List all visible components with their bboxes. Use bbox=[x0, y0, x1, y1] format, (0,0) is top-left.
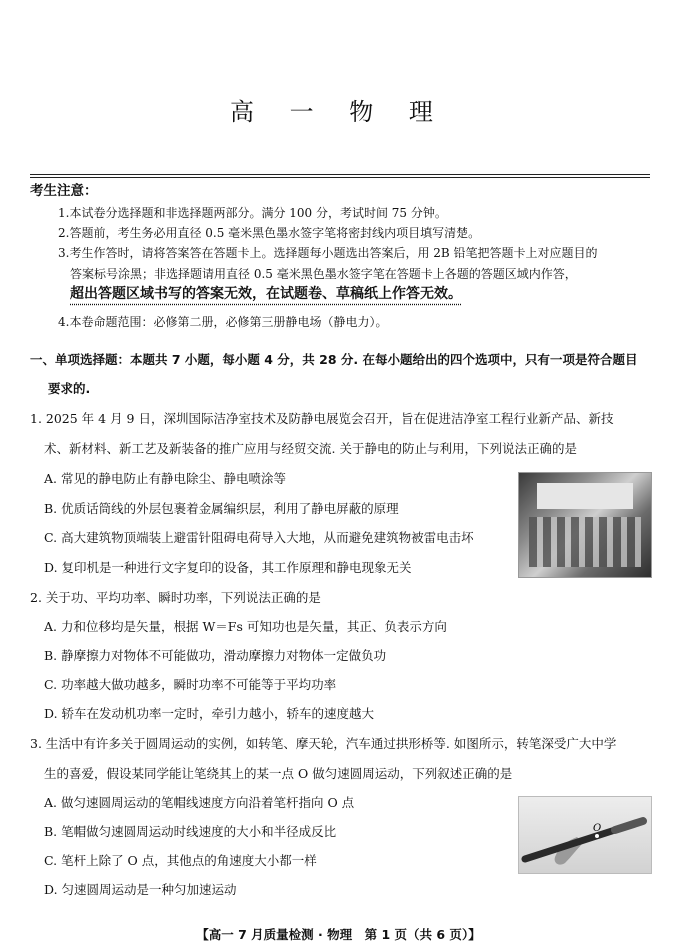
notice-warning: 超出答题区域书写的答案无效，在试题卷、草稿纸上作答无效。 bbox=[70, 286, 462, 302]
notice-item-3-cont: 答案标号涂黑；非选择题请用直径 0.5 毫米黑色墨水签字笔在答题卡上各题的答题区域内作答， bbox=[70, 267, 577, 281]
q2-option-d: D. 轿车在发动机功率一定时，牵引力越小，轿车的速度越大 bbox=[44, 706, 375, 721]
notice-item-2: 2.答题前，考生务必用直径 0.5 毫米黑色墨水签字笔将密封线内项目填写清楚。 bbox=[58, 226, 481, 240]
q1-stem-cont: 术、新材料、新工艺及新装备的推广应用与经贸交流. 关于静电的防止与利用，下列说法正确的是 bbox=[44, 441, 577, 456]
notice-item-3: 3.考生作答时，请将答案答在答题卡上。选择题每小题选出答案后，用 2B 铅笔把答题卡上对应题目的 bbox=[58, 246, 598, 260]
q2-option-b: B. 静摩擦力对物体不可能做功，滑动摩擦力对物体一定做负功 bbox=[44, 648, 387, 663]
q3-option-c: C. 笔杆上除了 O 点，其他点的角速度大小都一样 bbox=[44, 853, 317, 868]
q1-option-b: B. 优质话筒线的外层包裹着金属编织层，利用了静电屏蔽的原理 bbox=[44, 501, 399, 516]
pen-spinning-photo bbox=[518, 796, 652, 874]
q1-stem: 1. 2025 年 4 月 9 日，深圳国际洁净室技术及防静电展览会召开，旨在促进洁净室工程行业新产品、新技 bbox=[30, 411, 614, 426]
q3-stem-cont: 生的喜爱，假设某同学能让笔绕其上的某一点 O 做匀速圆周运动，下列叙述正确的是 bbox=[44, 766, 513, 781]
section-heading-cont: 要求的. bbox=[48, 381, 91, 396]
page-footer: 【高一 7 月质量检测 · 物理 第 1 页（共 6 页）】 bbox=[196, 927, 481, 942]
notice-heading: 考生注意： bbox=[30, 183, 98, 199]
page-title: 高 一 物 理 bbox=[230, 98, 447, 126]
exhibition-photo bbox=[518, 472, 652, 578]
pen-illustration bbox=[519, 797, 651, 873]
notice-item-1: 1.本试卷分选择题和非选择题两部分。满分 100 分，考试时间 75 分钟。 bbox=[58, 206, 447, 220]
header-divider-double bbox=[30, 177, 650, 178]
q2-option-a: A. 力和位移均是矢量，根据 W＝Fs 可知功也是矢量，其正、负表示方向 bbox=[44, 619, 447, 634]
section-heading: 一、单项选择题：本题共 7 小题，每小题 4 分，共 28 分. 在每小题给出的四个选项中，只有一项是符合题目 bbox=[30, 352, 638, 367]
q3-option-a: A. 做匀速圆周运动的笔帽线速度方向沿着笔杆指向 O 点 bbox=[44, 795, 355, 810]
q2-option-c: C. 功率越大做功越多，瞬时功率不可能等于平均功率 bbox=[44, 677, 337, 692]
exhibition-banner bbox=[537, 483, 633, 509]
q2-stem: 2. 关于功、平均功率、瞬时功率，下列说法正确的是 bbox=[30, 590, 321, 605]
q3-option-d: D. 匀速圆周运动是一种匀加速运动 bbox=[44, 882, 237, 897]
notice-item-4: 4.本卷命题范围：必修第二册，必修第三册静电场（静电力）。 bbox=[58, 315, 388, 329]
exhibition-booth bbox=[529, 517, 641, 567]
q1-option-a: A. 常见的静电防止有静电除尘、静电喷涂等 bbox=[44, 471, 286, 486]
q3-option-b: B. 笔帽做匀速圆周运动时线速度的大小和半径成反比 bbox=[44, 824, 337, 839]
q1-option-d: D. 复印机是一种进行文字复印的设备，其工作原理和静电现象无关 bbox=[44, 560, 412, 575]
q1-option-c: C. 高大建筑物顶端装上避雷针阻碍电荷导入大地，从而避免建筑物被雷电击坏 bbox=[44, 530, 474, 545]
header-divider bbox=[30, 174, 650, 175]
pivot-point bbox=[595, 834, 599, 838]
pen-cap bbox=[615, 821, 643, 830]
q3-stem: 3. 生活中有许多关于圆周运动的实例，如转笔、摩天轮，汽车通过拱形桥等. 如图所示，转笔深受广大中学 bbox=[30, 736, 617, 751]
pivot-label: O bbox=[593, 823, 602, 834]
